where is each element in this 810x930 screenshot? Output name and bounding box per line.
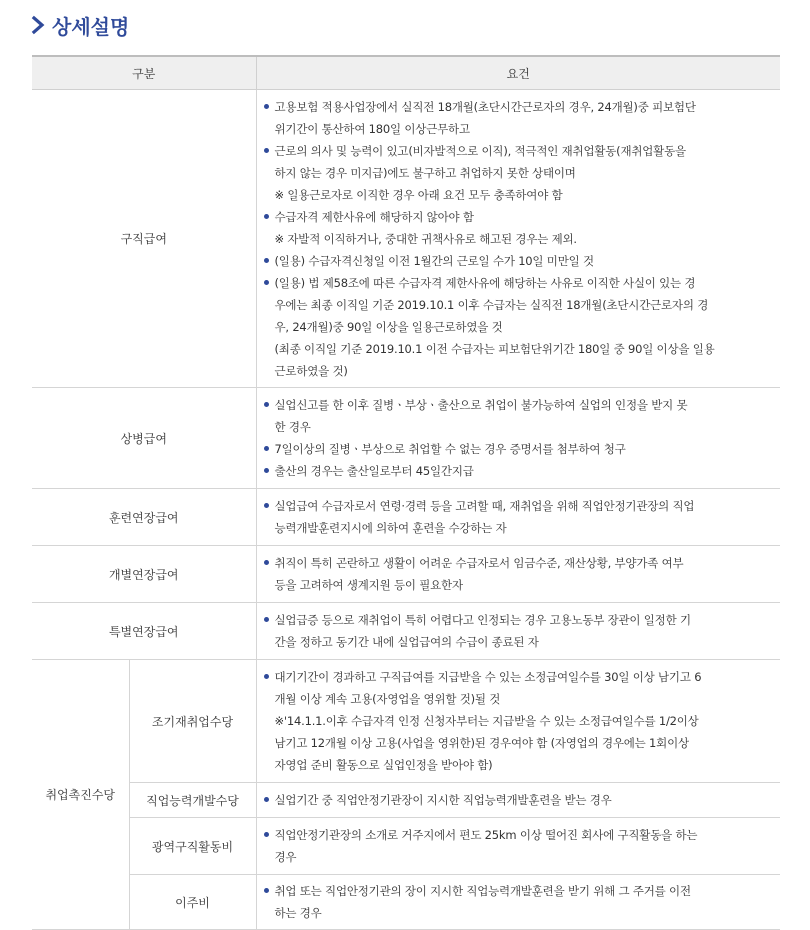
bullet-item: 대기기간이 경과하고 구직급여를 지급받을 수 있는 소정급여일수를 30일 이상 남기고 6 — [263, 666, 769, 688]
continuation-line: 근로하였을 것) — [274, 363, 348, 378]
continuation-line: (최종 이직일 기준 2019.10.1 이전 수급자는 피보험단위기간 180일 중 90일 이상을 일용 — [274, 341, 715, 356]
requirement-cell — [256, 818, 780, 875]
requirement-list — [263, 880, 769, 924]
table-row — [32, 875, 780, 930]
bullet-item: 7일이상의 질병ㆍ부상으로 취업할 수 없는 경우 증명서를 첨부하여 청구 — [263, 438, 769, 460]
requirement-list — [263, 609, 769, 653]
continuation-line: 남기고 12개월 이상 고용(사업을 영위한)된 경우여야 함 (자영업의 경우에는 1회이상 — [274, 736, 689, 750]
requirement-cell — [256, 783, 780, 818]
chevron-right-icon — [30, 14, 46, 36]
requirement-cell — [256, 90, 780, 388]
section-title: 상세설명 — [52, 14, 130, 39]
requirement-cell — [256, 388, 780, 489]
table-header-row — [32, 56, 780, 90]
requirement-list — [263, 824, 769, 868]
continuation-line: 개월 이상 계속 고용(자영업을 영위할 것)될 것 — [274, 692, 501, 706]
table-row — [32, 489, 780, 546]
continuation-line: 능력개발훈련지시에 의하여 훈련을 수강하는 자 — [274, 521, 507, 535]
bullet-item: (일용) 수급자격신청일 이전 1월간의 근로일 수가 10일 미만일 것 — [263, 250, 769, 272]
category-cell: 구직급여 — [32, 90, 256, 388]
continuation-line: 하는 경우 — [274, 906, 322, 920]
requirement-cell — [256, 603, 780, 660]
continuation-line: 우에는 최종 이직일 기준 2019.10.1 이후 수급자는 실직전 18개월(초단시간근로자의 경 — [274, 297, 709, 312]
bullet-item: 취업 또는 직업안정기관의 장이 지시한 직업능력개발훈련을 받기 위해 그 주거를 이전 — [263, 880, 769, 902]
table-row — [32, 783, 780, 818]
continuation-line: ※ 자발적 이직하거나, 중대한 귀책사유로 해고된 경우는 제외. — [274, 231, 577, 246]
requirement-list — [263, 394, 769, 482]
bullet-item: 근로의 의사 및 능력이 있고(비자발적으로 이직), 적극적인 재취업활동(재취업활동을 — [263, 140, 769, 162]
section-header — [30, 8, 129, 42]
subcategory-cell: 조기재취업수당 — [129, 660, 256, 783]
continuation-line: 위기간이 통산하여 180일 이상근무하고 — [274, 121, 470, 136]
bullet-item: 실업급증 등으로 재취업이 특히 어렵다고 인정되는 경우 고용노동부 장관이 일정한 기 — [263, 609, 769, 631]
continuation-line: 경우 — [274, 850, 297, 864]
table-row — [32, 546, 780, 603]
continuation-line: ※ 일용근로자로 이직한 경우 아래 요건 모두 충족하여야 함 — [274, 187, 563, 202]
category-cell: 특별연장급여 — [32, 603, 256, 660]
bullet-item: 실업기간 중 직업안정기관장이 지시한 직업능력개발훈련을 받는 경우 — [263, 789, 769, 811]
subcategory-cell: 광역구직활동비 — [129, 818, 256, 875]
requirements-table — [32, 55, 780, 930]
table-row — [32, 388, 780, 489]
bullet-item: 수급자격 제한사유에 해당하지 않아야 함 — [263, 206, 769, 228]
category-cell: 개별연장급여 — [32, 546, 256, 603]
table-row — [32, 660, 780, 783]
table-row — [32, 818, 780, 875]
subcategory-cell: 직업능력개발수당 — [129, 783, 256, 818]
continuation-line: 등을 고려하여 생계지원 등이 필요한자 — [274, 578, 463, 592]
subcategory-cell: 이주비 — [129, 875, 256, 930]
table-row — [32, 90, 780, 388]
requirement-cell — [256, 489, 780, 546]
bullet-item: 고용보험 적용사업장에서 실직전 18개월(초단시간근로자의 경우, 24개월)중 피보험단 — [263, 96, 769, 118]
bullet-item: 취직이 특히 곤란하고 생활이 어려운 수급자로서 임금수준, 재산상황, 부양가족 여부 — [263, 552, 769, 574]
bullet-item: 실업급여 수급자로서 연령·경력 등을 고려할 때, 재취업을 위해 직업안정기관장의 직업 — [263, 495, 769, 517]
requirement-list — [263, 552, 769, 596]
requirement-list — [263, 666, 769, 776]
requirement-cell — [256, 875, 780, 930]
continuation-line: 우, 24개월)중 90일 이상을 일용근로하였을 것 — [274, 319, 503, 334]
requirement-list — [263, 96, 769, 382]
bullet-item: (일용) 법 제58조에 따른 수급자격 제한사유에 해당하는 사유로 이직한 사실이 있는 경 — [263, 272, 769, 294]
requirement-list — [263, 789, 769, 811]
continuation-line: 하지 않는 경우 미지급)에도 불구하고 취업하지 못한 상태이며 — [274, 165, 576, 180]
continuation-line: 한 경우 — [274, 420, 311, 434]
requirement-list — [263, 495, 769, 539]
bullet-item: 실업신고를 한 이후 질병ㆍ부상ㆍ출산으로 취업이 불가능하여 실업의 인정을 받지 못 — [263, 394, 769, 416]
requirement-cell — [256, 660, 780, 783]
group-category-cell: 취업촉진수당 — [32, 660, 129, 930]
bullet-item: 출산의 경우는 출산일로부터 45일간지급 — [263, 460, 769, 482]
requirement-cell — [256, 546, 780, 603]
category-cell: 상병급여 — [32, 388, 256, 489]
column-header-category: 구분 — [32, 56, 256, 90]
continuation-line: ※'14.1.1.이후 수급자격 인정 신청자부터는 지급받을 수 있는 소정급여일수를 1/2이상 — [274, 714, 699, 728]
category-cell: 훈련연장급여 — [32, 489, 256, 546]
continuation-line: 간을 정하고 동기간 내에 실업급여의 수급이 종료된 자 — [274, 635, 539, 649]
table-row — [32, 603, 780, 660]
bullet-item: 직업안정기관장의 소개로 거주지에서 편도 25km 이상 떨어진 회사에 구직활동을 하는 — [263, 824, 769, 846]
column-header-requirement: 요건 — [256, 56, 780, 90]
continuation-line: 자영업 준비 활동으로 실업인정을 받아야 함) — [274, 758, 493, 772]
